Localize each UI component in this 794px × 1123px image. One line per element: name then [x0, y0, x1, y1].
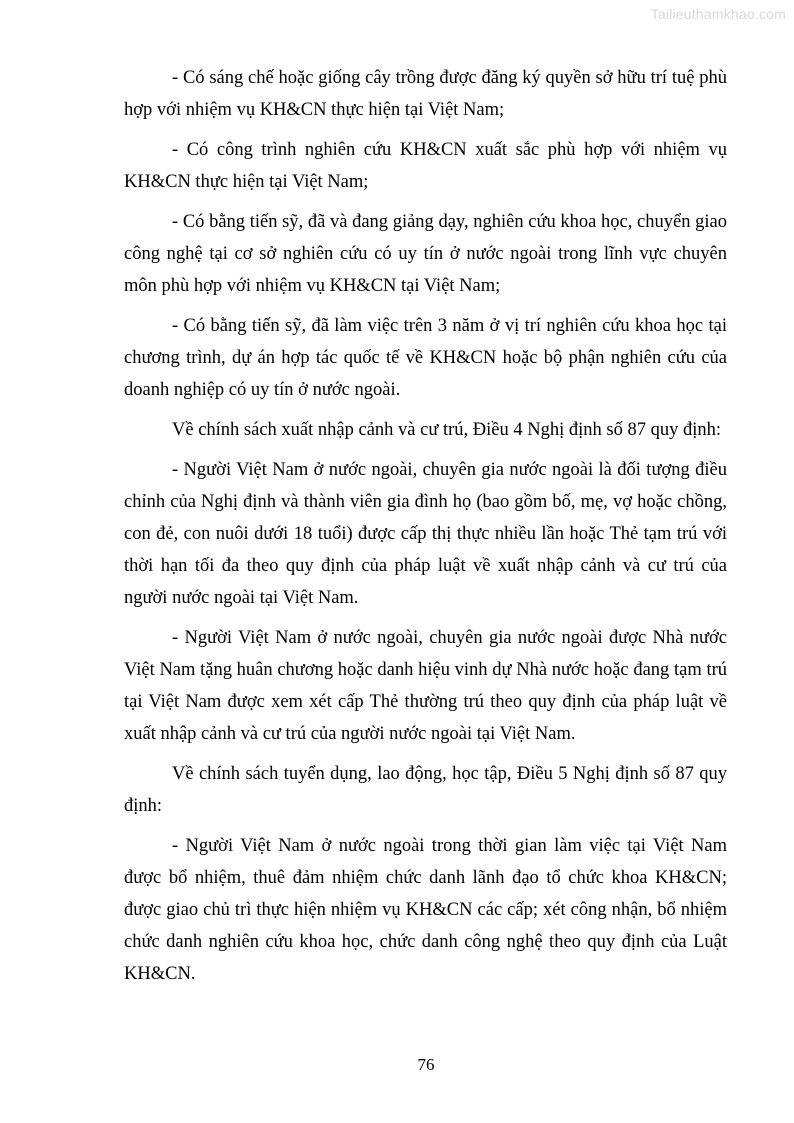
paragraph-1: - Có sáng chế hoặc giống cây trồng được đăng ký quyền sở hữu trí tuệ phù hợp với nhiệm vụ KH&CN thực hiện tại Việt Nam; — [124, 68, 727, 120]
document-body — [124, 62, 727, 998]
paragraph-3: - Có bằng tiến sỹ, đã và đang giảng dạy, nghiên cứu khoa học, chuyển giao công nghệ tại cơ sở nghiên cứu có uy tín ở nước ngoài trong lĩnh vực chuyên môn phù hợp với nhiệm vụ KH&CN tại Việt Nam; — [124, 212, 727, 296]
paragraph-6: - Người Việt Nam ở nước ngoài, chuyên gia nước ngoài là đối tượng điều chỉnh của Nghị định và thành viên gia đình họ (bao gồm bố, mẹ, vợ hoặc chồng, con đẻ, con nuôi dưới 18 tuổi) được cấp thị thực nhiều lần hoặc Thẻ tạm trú với thời hạn tối đa theo quy định của pháp luật về xuất nhập cảnh và cư trú của người nước ngoài tại Việt Nam. — [124, 460, 727, 608]
paragraph-2: - Có công trình nghiên cứu KH&CN xuất sắc phù hợp với nhiệm vụ KH&CN thực hiện tại Việt Nam; — [124, 140, 727, 192]
paragraph-5: Về chính sách xuất nhập cảnh và cư trú, Điều 4 Nghị định số 87 quy định: — [172, 420, 721, 440]
page-number: 76 — [417, 1055, 435, 1074]
paragraph-7: - Người Việt Nam ở nước ngoài, chuyên gia nước ngoài được Nhà nước Việt Nam tặng huân chương hoặc danh hiệu vinh dự Nhà nước hoặc đang tạm trú tại Việt Nam được xem xét cấp Thẻ thường trú theo quy định của pháp luật về xuất nhập cảnh và cư trú của người nước ngoài tại Việt Nam. — [124, 628, 727, 744]
paragraph-9: - Người Việt Nam ở nước ngoài trong thời gian làm việc tại Việt Nam được bổ nhiệm, thuê đảm nhiệm chức danh lãnh đạo tổ chức khoa KH&CN; được giao chủ trì thực hiện nhiệm vụ KH&CN các cấp; xét công nhận, bổ nhiệm chức danh nghiên cứu khoa học, chức danh công nghệ theo quy định của Luật KH&CN. — [124, 836, 727, 984]
paragraph-8: Về chính sách tuyển dụng, lao động, học tập, Điều 5 Nghị định số 87 quy định: — [124, 764, 727, 816]
watermark-text: Tailieuthamkhao.com — [650, 6, 786, 22]
paragraph-4: - Có bằng tiến sỹ, đã làm việc trên 3 năm ở vị trí nghiên cứu khoa học tại chương trình, dự án hợp tác quốc tế về KH&CN hoặc bộ phận nghiên cứu của doanh nghiệp có uy tín ở nước ngoài. — [124, 316, 727, 400]
